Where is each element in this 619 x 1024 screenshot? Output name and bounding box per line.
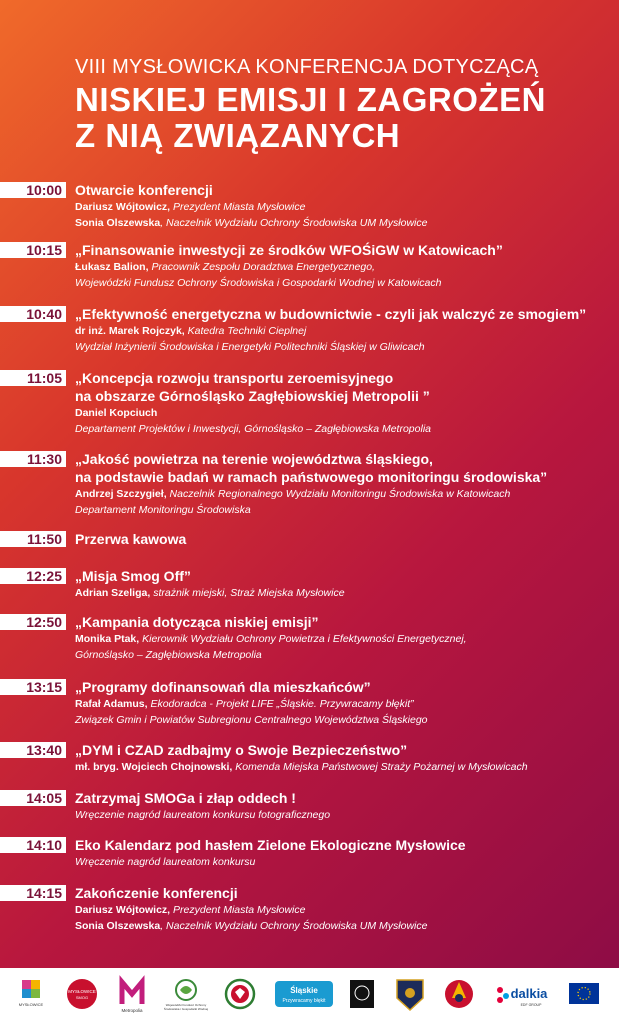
speaker-name: dr inż. Marek Rojczyk, [75, 325, 188, 337]
speaker-role: Departament Projektów i Inwestycji, Górnośląsko – Zagłębiowska Metropolia [75, 423, 431, 435]
agenda-title: Eko Kalendarz pod hasłem Zielone Ekologiczne Mysłowice [75, 837, 466, 853]
agenda-title: „DYM i CZAD zadbajmy o Swoje Bezpieczeństwo” [75, 742, 408, 758]
time-label: 10:15 [26, 242, 62, 258]
time-label: 11:50 [26, 531, 62, 547]
speaker-role: Prezydent Miasta Mysłowice [173, 201, 306, 213]
agenda-title: Otwarcie konferencji [75, 182, 213, 198]
svg-text:SMOG: SMOG [75, 995, 89, 1000]
agenda-body [75, 678, 615, 728]
speaker-line [75, 585, 615, 601]
conference-subtitle: VIII MYSŁOWICKA KONFERENCJA DOTYCZĄCĄ [75, 56, 539, 78]
time-label: 12:25 [26, 568, 62, 584]
speaker-role: Wydział Inżynierii Środowiska i Energetyki Politechniki Śląskiej w Gliwicach [75, 341, 425, 353]
agenda-title: „Efektywność energetyczna w budownictwie - czyli jak walczyć ze smogiem” [75, 306, 587, 322]
speaker-name: Adrian Szeliga, [75, 587, 154, 599]
eagle-emblem-logo [226, 980, 254, 1008]
speaker-name: Sonia Olszewska [75, 920, 161, 932]
speaker-line [75, 854, 615, 870]
speaker-line [75, 696, 615, 712]
speaker-line [75, 275, 615, 291]
time-badge [0, 306, 66, 322]
metropolia-logo [121, 982, 143, 1013]
speaker-role: Katedra Techniki Cieplnej [187, 325, 307, 337]
time-label: 14:10 [26, 837, 62, 853]
speaker-line [75, 631, 615, 647]
speaker-line [75, 323, 615, 339]
mysl-logo [67, 979, 97, 1009]
agenda-body [75, 567, 615, 601]
speaker-name: Łukasz Balion, [75, 261, 152, 273]
agenda-title: „Kampania dotycząca niskiej emisji” [75, 614, 319, 630]
svg-text:Śląskie: Śląskie [290, 986, 318, 995]
agenda-body [75, 305, 615, 355]
sponsor-logos [0, 968, 619, 1024]
time-label: 11:05 [26, 370, 62, 386]
agenda-title: na obszarze Górnośląsko Zagłębiowskiej Metropolii ” [75, 388, 430, 404]
speaker-name: mł. bryg. Wojciech Chojnowski, [75, 761, 236, 773]
agenda-title: „Finansowanie inwestycji ze środków WFOŚiGW w Katowicach” [75, 242, 503, 258]
time-badge [0, 242, 66, 258]
speaker-line [75, 902, 615, 918]
speaker-line [75, 215, 615, 231]
time-label: 12:50 [26, 614, 62, 630]
speaker-role: Prezydent Miasta Mysłowice [173, 904, 306, 916]
agenda-body [75, 450, 615, 518]
agenda-title: „Koncepcja rozwoju transportu zeroemisyjnego [75, 370, 394, 386]
time-label: 13:15 [26, 679, 62, 695]
agenda-title: Zakończenie konferencji [75, 885, 238, 901]
speaker-role: Ekodoradca - Projekt LIFE „Śląskie. Przywracamy błękit” [150, 698, 414, 710]
speaker-line [75, 486, 615, 502]
speaker-role: Naczelnik Regionalnego Wydziału Monitoringu Środowiska w Katowicach [169, 488, 511, 500]
speaker-role: Górnośląsko – Zagłębiowska Metropolia [75, 649, 262, 661]
speaker-name: Rafał Adamus, [75, 698, 151, 710]
speaker-role: Departament Monitoringu Środowiska [75, 504, 251, 516]
agenda-title: na podstawie badań w ramach państwowego monitoringu środowiska” [75, 469, 548, 485]
title-line-1: NISKIEJ EMISJI I ZAGROŻEŃ [75, 81, 546, 118]
time-badge [0, 370, 66, 386]
eu-flag-logo [569, 983, 599, 1004]
agenda-body [75, 741, 615, 775]
straz-miejska-logo [397, 980, 423, 1010]
speaker-line [75, 759, 615, 775]
time-badge [0, 679, 66, 695]
speaker-line [75, 807, 615, 823]
svg-text:Przywracamy błękit: Przywracamy błękit [282, 998, 326, 1004]
speaker-line [75, 918, 615, 934]
speaker-name: Dariusz Wójtowicz, [75, 201, 174, 213]
speaker-role: Komenda Miejska Państwowej Straży Pożarnej w Mysłowicach [235, 761, 528, 773]
time-label: 13:40 [26, 742, 62, 758]
time-label: 14:05 [26, 790, 62, 806]
time-label: 14:15 [26, 885, 62, 901]
conference-title [75, 82, 546, 154]
badge-logo [350, 980, 374, 1008]
svg-text:MYSŁOWICE: MYSŁOWICE [68, 989, 96, 994]
speaker-role: Pracownik Zespołu Doradztwa Energetycznego, [151, 261, 375, 273]
speaker-role: , Naczelnik Wydziału Ochrony Środowiska UM Mysłowice [160, 920, 428, 932]
time-badge [0, 790, 66, 806]
title-line-2: Z NIĄ ZWIĄZANYCH [75, 117, 401, 154]
time-label: 11:30 [26, 451, 62, 467]
time-badge [0, 742, 66, 758]
time-label: 10:00 [26, 182, 62, 198]
agenda-body [75, 789, 615, 823]
svg-text:Wojewódzki Fundusz Ochrony: Wojewódzki Fundusz Ochrony [165, 1003, 207, 1007]
agenda-body [75, 369, 615, 437]
time-badge [0, 885, 66, 901]
time-badge [0, 182, 66, 198]
time-badge [0, 451, 66, 467]
svg-text:MYSŁOWICE: MYSŁOWICE [18, 1002, 44, 1007]
speaker-line [75, 339, 615, 355]
speaker-name: Sonia Olszewska [75, 217, 161, 229]
speaker-name: Monika Ptak, [75, 633, 143, 645]
slaskie-logo [275, 981, 333, 1007]
agenda-title: Przerwa kawowa [75, 531, 187, 547]
speaker-line [75, 712, 615, 728]
speaker-role: Wręczenie nagród laureatom konkursu [75, 856, 256, 868]
speaker-role: strażnik miejski, Straż Miejska Mysłowice [153, 587, 345, 599]
speaker-line [75, 259, 615, 275]
svg-text:dalkia: dalkia [510, 986, 548, 1001]
speaker-role: Kierownik Wydziału Ochrony Powietrza i Efektywności Energetycznej, [142, 633, 467, 645]
speaker-line [75, 199, 615, 215]
psp-logo [445, 980, 473, 1008]
agenda-body [75, 530, 615, 548]
wfosigw-logo [164, 980, 208, 1011]
sponsor-footer [0, 968, 619, 1024]
agenda-title: „Misja Smog Off” [75, 568, 191, 584]
speaker-line [75, 421, 615, 437]
agenda-body [75, 884, 615, 934]
speaker-name: Daniel Kopciuch [75, 407, 158, 419]
speaker-role: Wręczenie nagród laureatom konkursu fotograficznego [75, 809, 331, 821]
agenda-body [75, 836, 615, 870]
svg-text:EDF GROUP: EDF GROUP [520, 1003, 542, 1007]
speaker-role: Związek Gmin i Powiatów Subregionu Centralnego Województwa Śląskiego [75, 714, 428, 726]
speaker-name: Andrzej Szczygieł, [75, 488, 170, 500]
time-badge [0, 837, 66, 853]
time-badge [0, 531, 66, 547]
time-label: 10:40 [26, 306, 62, 322]
myslowice-logo [19, 980, 44, 1007]
svg-text:Metropolia: Metropolia [121, 1008, 143, 1013]
speaker-line [75, 502, 615, 518]
agenda-title: „Jakość powietrza na terenie województwa śląskiego, [75, 451, 433, 467]
agenda-title: Zatrzymaj SMOGa i złap oddech ! [75, 790, 296, 806]
svg-text:Środowiska i Gospodarki Wodnej: Środowiska i Gospodarki Wodnej [163, 1007, 209, 1011]
agenda-title: „Programy dofinansowań dla mieszkańców” [75, 679, 371, 695]
speaker-role: Wojewódzki Fundusz Ochrony Środowiska i Gospodarki Wodnej w Katowicach [75, 277, 442, 289]
speaker-line [75, 647, 615, 663]
agenda-body [75, 241, 615, 291]
time-badge [0, 568, 66, 584]
agenda-body [75, 181, 615, 231]
speaker-line [75, 405, 615, 421]
speaker-name: Dariusz Wójtowicz, [75, 904, 174, 916]
time-badge [0, 614, 66, 630]
agenda-body [75, 613, 615, 663]
dalkia-logo [497, 986, 548, 1007]
speaker-role: , Naczelnik Wydziału Ochrony Środowiska UM Mysłowice [160, 217, 428, 229]
